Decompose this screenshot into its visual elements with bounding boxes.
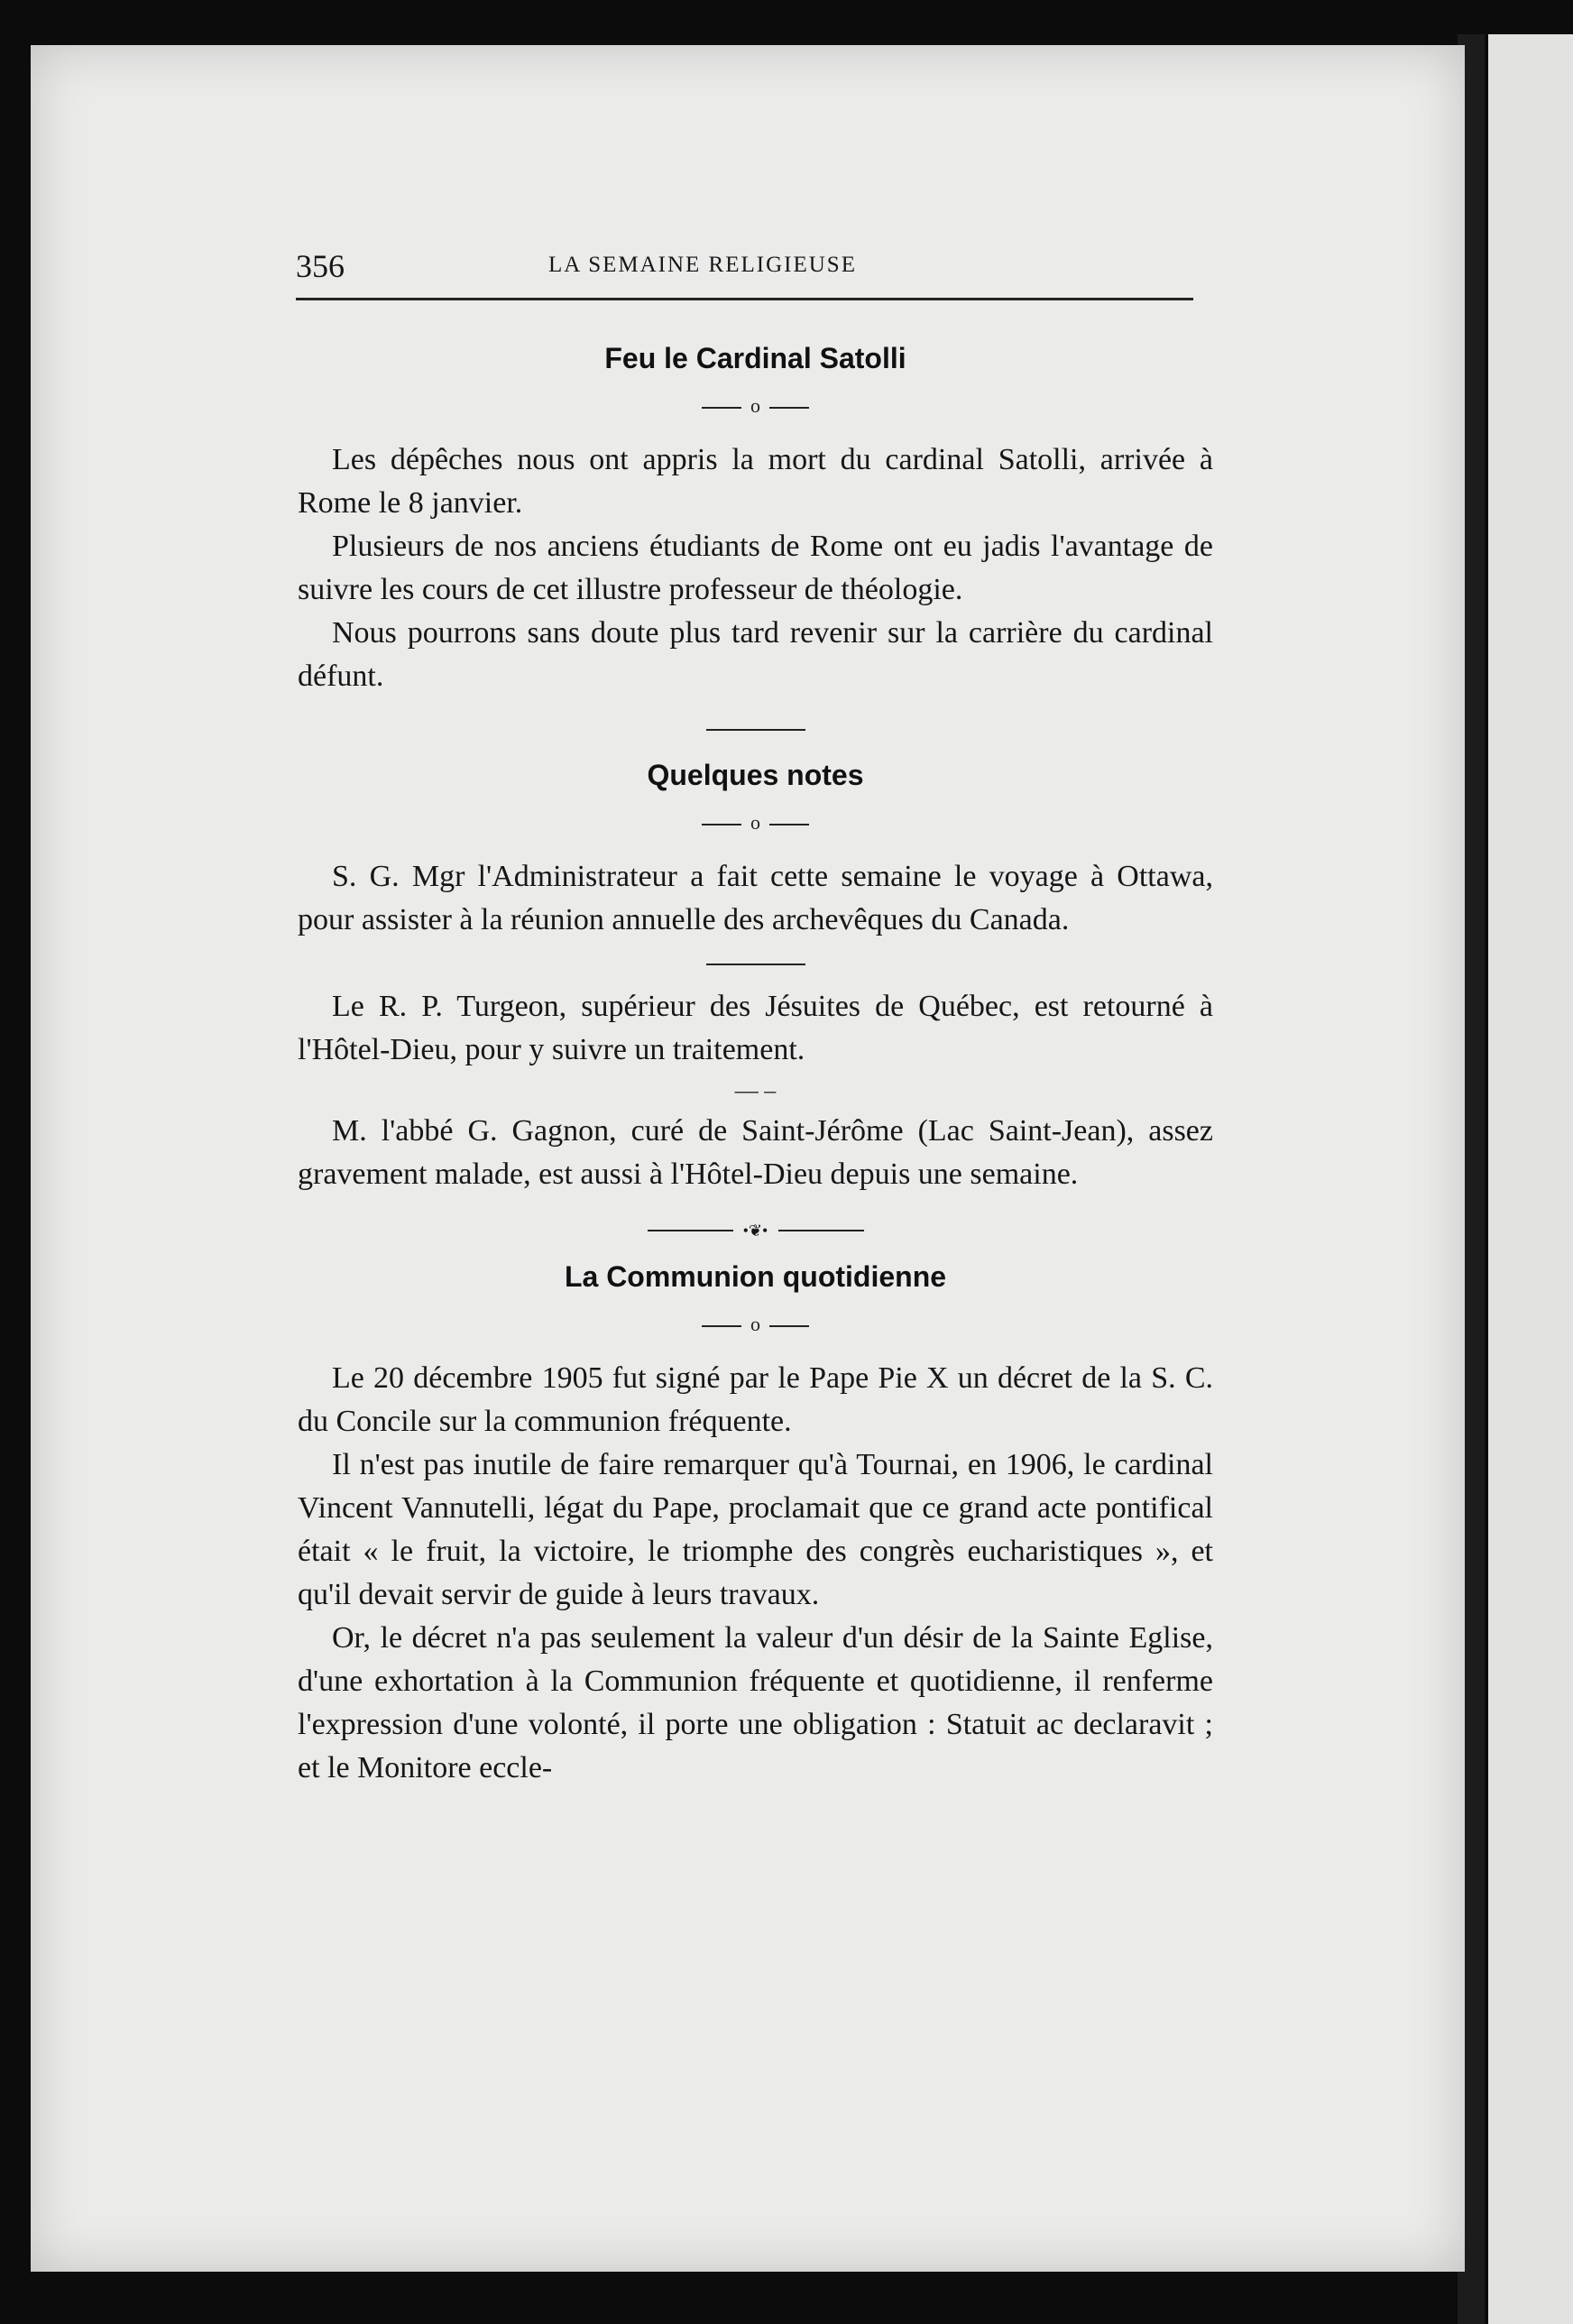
article-title: Feu le Cardinal Satolli — [604, 342, 906, 374]
article-title: Quelques notes — [647, 759, 864, 791]
title-separator: o — [298, 1308, 1213, 1341]
paragraph: Plusieurs de nos anciens étudiants de Rome ont eu jadis l'avantage de suivre les cours de cet illustre professeur de théologie. — [298, 530, 1213, 606]
paragraph: Nous pourrons sans doute plus tard revenir sur la carrière du cardinal défunt. — [298, 616, 1213, 693]
paragraph: Le R. P. Turgeon, supérieur des Jésuites de Québec, est retourné à l'Hôtel-Dieu, pour y suivre un traitement. — [298, 990, 1213, 1066]
note-dashes: — – — [734, 1077, 777, 1103]
adjacent-page-edge — [1488, 34, 1573, 2324]
running-head — [296, 247, 1198, 292]
title-separator: o — [298, 807, 1213, 839]
paragraph: Il n'est pas inutile de faire remarquer qu'à Tournai, en 1906, le cardinal Vincent Vannutelli, légat du Pape, proclamait que ce grand acte pontifical était « le fruit, la victoire, le triomphe des congrès eucharistiques », et qu'il devait servir de guide à leurs travaux. — [298, 1448, 1213, 1611]
article-title: La Communion quotidienne — [564, 1260, 947, 1293]
page-number: 356 — [296, 248, 345, 284]
paragraph: Or, le décret n'a pas seulement la valeur d'un désir de la Sainte Eglise, d'une exhortation à la Communion fréquente et quotidienne, il renferme l'expression d'une volonté, il porte une obligation : Statuit ac declaravit ; et le Monitore eccle- — [298, 1621, 1213, 1784]
page-content — [298, 327, 1213, 1790]
fleuron-ornament: •❦• — [648, 1222, 864, 1240]
paragraph: Le 20 décembre 1905 fut signé par le Pape Pie X un décret de la S. C. du Concile sur la communion fréquente. — [298, 1361, 1213, 1438]
paragraph: Les dépêches nous ont appris la mort du cardinal Satolli, arrivée à Rome le 8 janvier. — [298, 443, 1213, 520]
paragraph: M. l'abbé G. Gagnon, curé de Saint-Jérôme (Lac Saint-Jean), assez gravement malade, est aussi à l'Hôtel-Dieu depuis une semaine. — [298, 1114, 1213, 1191]
title-separator: o — [298, 390, 1213, 422]
header-rule — [296, 298, 1193, 300]
journal-title: LA SEMAINE RELIGIEUSE — [548, 253, 857, 277]
paragraph: S. G. Mgr l'Administrateur a fait cette semaine le voyage à Ottawa, pour assister à la réunion annuelle des archevêques du Canada. — [298, 860, 1213, 936]
